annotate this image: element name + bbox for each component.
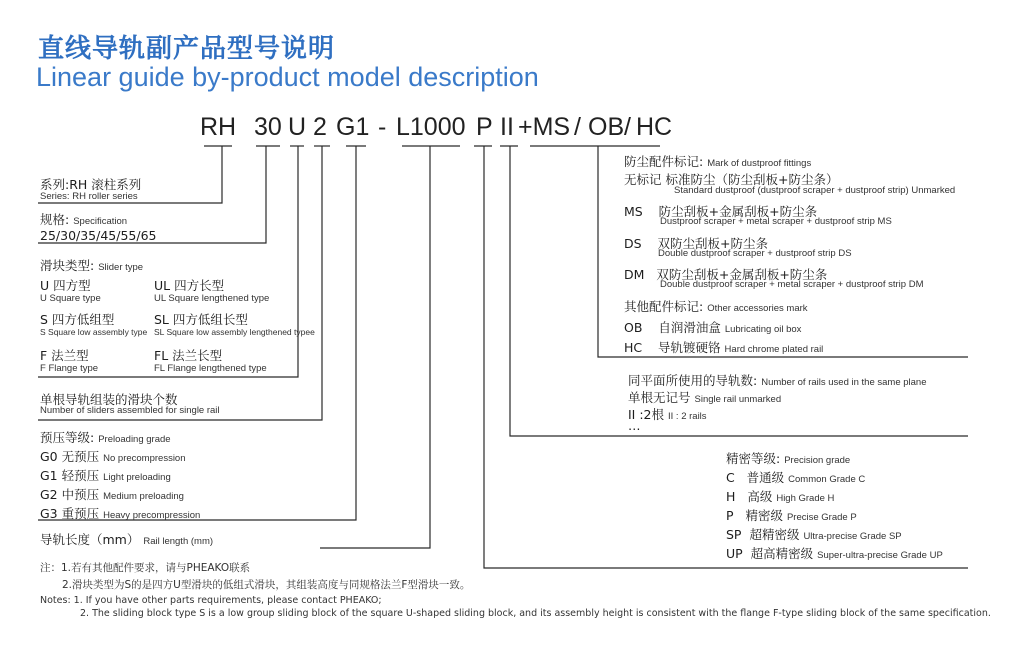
preload-g3-code: G3	[40, 506, 58, 521]
dust-ms-en: Dustproof scraper + metal scraper + dustproof strip MS	[660, 216, 892, 227]
slider-ul: UL 四方长型	[154, 278, 225, 293]
rail-length-en: Rail length (mm)	[143, 536, 214, 547]
rails-single-cn: 单根无记号	[628, 390, 691, 405]
precision-up-code: UP	[726, 546, 743, 561]
other-ob-cn: 自润滑油盒	[658, 320, 721, 335]
other-ob-code: OB	[624, 320, 643, 335]
spec-label-cn: 规格:	[40, 212, 70, 227]
slider-label-en: Slider type	[98, 262, 144, 273]
other-hc-cn: 导轨镀硬铬	[658, 340, 721, 355]
code-series: RH	[200, 113, 237, 141]
preload-g0-en: No precompression	[103, 453, 186, 464]
other-label-en: Other accessories mark	[707, 303, 808, 314]
slider-s-en: S Square low assembly type	[40, 327, 148, 337]
dust-ms-code: MS	[624, 204, 643, 219]
dust-dm-cn: 双防尘刮板+金属刮板+防尘条	[656, 267, 828, 282]
dust-ds-cn: 双防尘刮板+防尘条	[657, 236, 768, 251]
preload-g1-cn: 轻预压	[61, 468, 100, 483]
precision-sp-code: SP	[726, 527, 742, 542]
code-ms: +MS	[518, 113, 571, 141]
dust-label-cn: 防尘配件标记:	[624, 154, 704, 169]
precision-c-en: Common Grade C	[788, 474, 866, 485]
precision-h-code: H	[726, 489, 736, 504]
count-en: Number of sliders assembled for single rail	[40, 405, 220, 416]
slider-fl-en: FL Flange lengthened type	[154, 363, 267, 374]
series-en: Series: RH roller series	[40, 191, 138, 202]
spec-label-en: Specification	[73, 216, 128, 227]
preload-g2-cn: 中预压	[61, 487, 100, 502]
precision-h-cn: 高级	[747, 489, 773, 504]
precision-sp-en: Ultra-precise Grade SP	[803, 531, 902, 542]
title-en: Linear guide by-product model description	[36, 62, 539, 92]
dust-label-en: Mark of dustproof fittings	[707, 158, 812, 169]
dust-unmarked: 无标记 标准防尘（防尘刮板+防尘条）	[624, 172, 839, 187]
preload-g0	[40, 447, 186, 465]
preload-g3-cn: 重预压	[61, 506, 100, 521]
preload-label	[40, 428, 171, 446]
rail-length	[40, 530, 213, 548]
slider-u-en: U Square type	[40, 293, 101, 304]
rails-single-en: Single rail unmarked	[694, 394, 782, 405]
slider-sl: SL 四方低组长型	[154, 312, 248, 327]
precision-up-en: Super-ultra-precise Grade UP	[817, 550, 943, 561]
other-label-cn: 其他配件标记:	[624, 299, 704, 314]
note-en-2: 2. The sliding block type S is a low group sliding block of the square U-shaped sliding block, and its assembly height is consistent with the flange F-type sliding block of the same specification.	[80, 608, 991, 619]
dust-ds-code: DS	[624, 236, 642, 251]
dust-ds-en: Double dustproof scraper + dustproof strip DS	[658, 248, 852, 259]
dust-ms-cn: 防尘刮板+金属刮板+防尘条	[658, 204, 818, 219]
other-hc-en: Hard chrome plated rail	[724, 344, 824, 355]
precision-c	[726, 468, 865, 486]
other-hc-code: HC	[624, 340, 643, 355]
code-slider: U	[288, 113, 307, 141]
precision-p-code: P	[726, 508, 734, 523]
note-cn-2: 2.滑块类型为S的是四方U型滑块的低组式滑块，其组装高度与同规格法兰F型滑块一致。	[62, 579, 471, 591]
code-slash2: /	[624, 113, 631, 141]
code-count: 2	[313, 113, 327, 141]
note-en-1: Notes: 1. If you have other parts requirements, please contact PHEAKO;	[40, 595, 382, 606]
precision-p-cn: 精密级	[745, 508, 783, 523]
preload-label-cn: 预压等级:	[40, 430, 95, 445]
slider-f-en: F Flange type	[40, 363, 99, 374]
precision-label	[726, 449, 850, 467]
spec-label	[40, 210, 127, 228]
other-hc	[624, 338, 823, 356]
slider-ul-en: UL Square lengthened type	[154, 293, 270, 304]
dust-dm-code: DM	[624, 267, 645, 282]
spec-values: 25/30/35/45/55/65	[40, 228, 157, 243]
precision-c-code: C	[726, 470, 735, 485]
preload-g1	[40, 466, 171, 484]
preload-g2-en: Medium preloading	[103, 491, 184, 502]
precision-p-en: Precise Grade P	[786, 512, 857, 523]
precision-sp-cn: 超精密级	[749, 527, 800, 542]
precision-sp	[726, 525, 902, 543]
slider-label-cn: 滑块类型:	[40, 258, 95, 273]
rails-label-cn: 同平面所使用的导轨数:	[628, 373, 758, 388]
code-ob: OB	[588, 113, 625, 141]
precision-h	[726, 487, 834, 505]
title-cn: 直线导轨副产品型号说明	[38, 34, 336, 64]
code-precision: P	[476, 113, 493, 141]
precision-label-cn: 精密等级:	[726, 451, 781, 466]
code-length: L1000	[396, 113, 466, 141]
rails-label	[628, 371, 926, 389]
count-label: 单根导轨组装的滑块个数	[40, 392, 178, 407]
note-cn-1: 注：1.若有其他配件要求，请与PHEAKO联系	[40, 562, 251, 574]
other-ob	[624, 318, 801, 336]
code-spec: 30	[254, 113, 282, 141]
precision-up	[726, 544, 943, 562]
rails-single	[628, 388, 781, 406]
dust-dm-en: Double dustproof scraper + metal scraper + dustproof strip DM	[660, 279, 924, 290]
preload-g3-en: Heavy precompression	[103, 510, 201, 521]
dust-unmarked-en: Standard dustproof (dustproof scraper + dustproof strip) Unmarked	[674, 185, 956, 196]
precision-up-cn: 超高精密级	[750, 546, 814, 561]
preload-g3	[40, 504, 200, 522]
slider-s: S 四方低组型	[40, 312, 115, 327]
rails-two-cn: II :2根	[628, 407, 665, 422]
preload-g0-code: G0	[40, 449, 58, 464]
preload-g0-cn: 无预压	[61, 449, 100, 464]
rails-two-en: II : 2 rails	[668, 411, 707, 422]
code-dash: -	[378, 113, 387, 141]
other-ob-en: Lubricating oil box	[724, 324, 802, 335]
slider-u: U 四方型	[40, 278, 91, 293]
preload-g1-en: Light preloading	[103, 472, 171, 483]
precision-label-en: Precision grade	[784, 455, 851, 466]
code-slash1: /	[574, 113, 581, 141]
slider-fl: FL 法兰长型	[154, 348, 223, 363]
preload-label-en: Preloading grade	[98, 434, 171, 445]
preload-g2-code: G2	[40, 487, 58, 502]
slider-sl-en: SL Square low assembly lengthened typee	[154, 327, 315, 337]
precision-c-cn: 普通级	[746, 470, 785, 485]
series-label: 系列:RH 滚柱系列	[40, 177, 142, 192]
other-label	[624, 297, 808, 315]
rails-label-en: Number of rails used in the same plane	[761, 377, 927, 388]
preload-g1-code: G1	[40, 468, 58, 483]
rails-more: …	[628, 418, 641, 433]
dust-label	[624, 152, 811, 170]
slider-f: F 法兰型	[40, 348, 89, 363]
code-preload: G1	[336, 113, 370, 141]
precision-h-en: High Grade H	[776, 493, 835, 504]
precision-p	[726, 506, 857, 524]
code-rails: II	[500, 113, 514, 141]
slider-label	[40, 256, 143, 274]
rail-length-cn: 导轨长度（mm）	[40, 532, 140, 547]
code-hc: HC	[636, 113, 673, 141]
preload-g2	[40, 485, 184, 503]
